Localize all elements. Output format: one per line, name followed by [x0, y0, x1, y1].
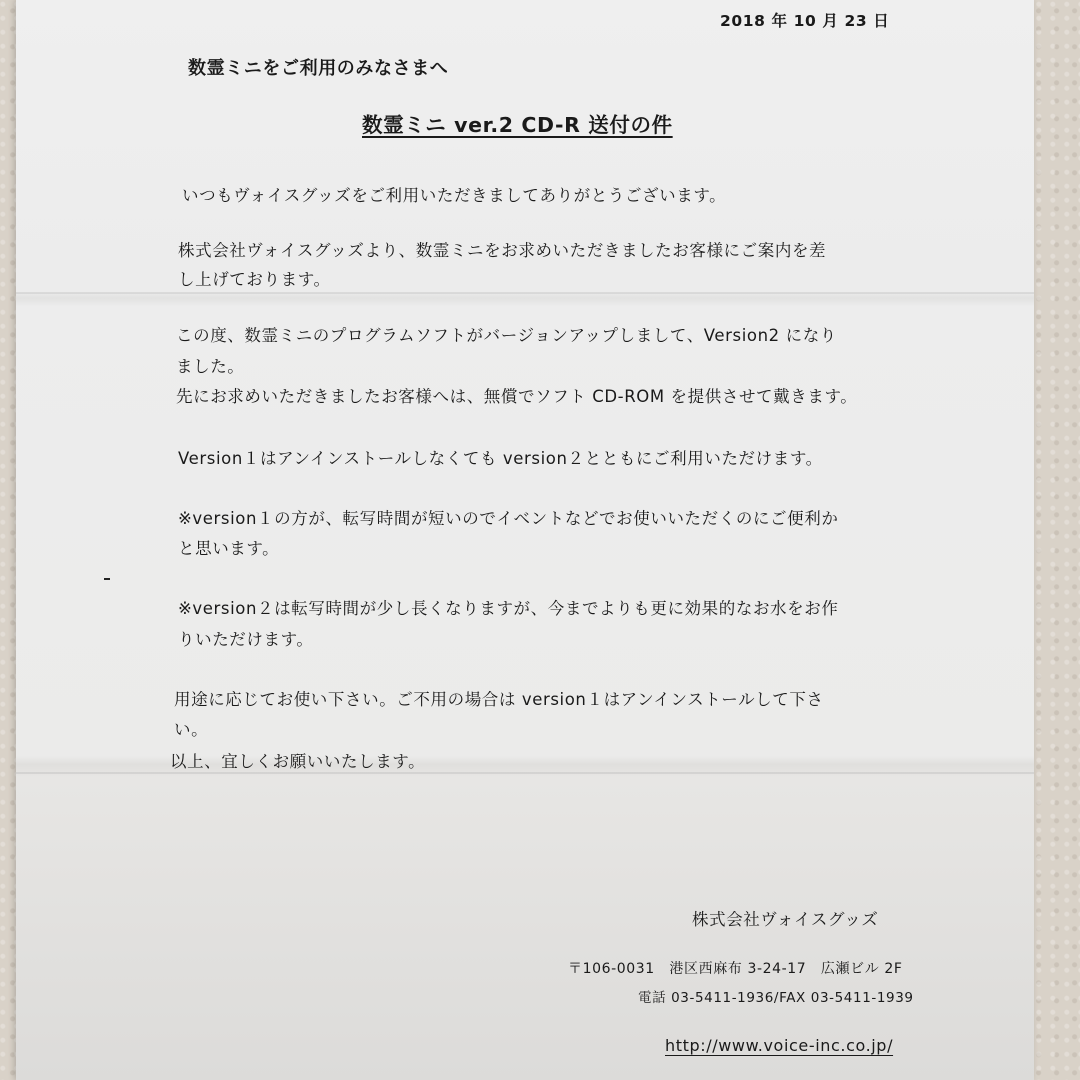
- letter-paper: [16, 0, 1034, 1080]
- body-line: いつもヴォイスグッズをご利用いただきましてありがとうございます。: [182, 186, 727, 205]
- letter-date: 2018 年 10 月 23 日: [720, 12, 890, 30]
- body-line: い。: [174, 720, 209, 739]
- body-line: りいただけます。: [178, 630, 314, 649]
- body-line: と思います。: [178, 539, 280, 558]
- company-phone: 電話 03-5411-1936/FAX 03-5411-1939: [638, 990, 914, 1006]
- body-line: 用途に応じてお使い下さい。ご不用の場合は version１はアンインストールして下さ: [174, 690, 824, 709]
- paper-fold: [16, 292, 1034, 294]
- letter-title: 数霊ミニ ver.2 CD-R 送付の件: [362, 113, 673, 137]
- company-url: http://www.voice-inc.co.jp/: [665, 1036, 894, 1055]
- company-address: 〒106-0031 港区西麻布 3-24-17 広瀬ビル 2F: [568, 961, 903, 977]
- body-line: Version１はアンインストールしなくても version２とともにご利用いただけます。: [178, 449, 823, 468]
- salutation: 数霊ミニをご利用のみなさまへ: [188, 58, 449, 79]
- body-line: 以上、宜しくお願いいたします。: [170, 752, 426, 771]
- body-line: ました。: [176, 357, 245, 376]
- company-name: 株式会社ヴォイスグッズ: [692, 910, 879, 929]
- paper-fold: [16, 772, 1034, 774]
- body-line: ※version２は転写時間が少し長くなりますが、今までよりも更に効果的なお水をお作: [178, 599, 839, 618]
- body-line: し上げております。: [178, 270, 331, 289]
- body-line: 株式会社ヴォイスグッズより、数霊ミニをお求めいただきましたお客様にご案内を差: [178, 241, 827, 260]
- ink-mark: [104, 578, 110, 580]
- body-line: この度、数霊ミニのプログラムソフトがバージョンアップしまして、Version2 になり: [176, 326, 837, 345]
- body-line: ※version１の方が、転写時間が短いのでイベントなどでお使いいただくのにご便利か: [178, 509, 839, 528]
- body-line: 先にお求めいただきましたお客様へは、無償でソフト CD-ROM を提供させて戴きます。: [176, 387, 858, 406]
